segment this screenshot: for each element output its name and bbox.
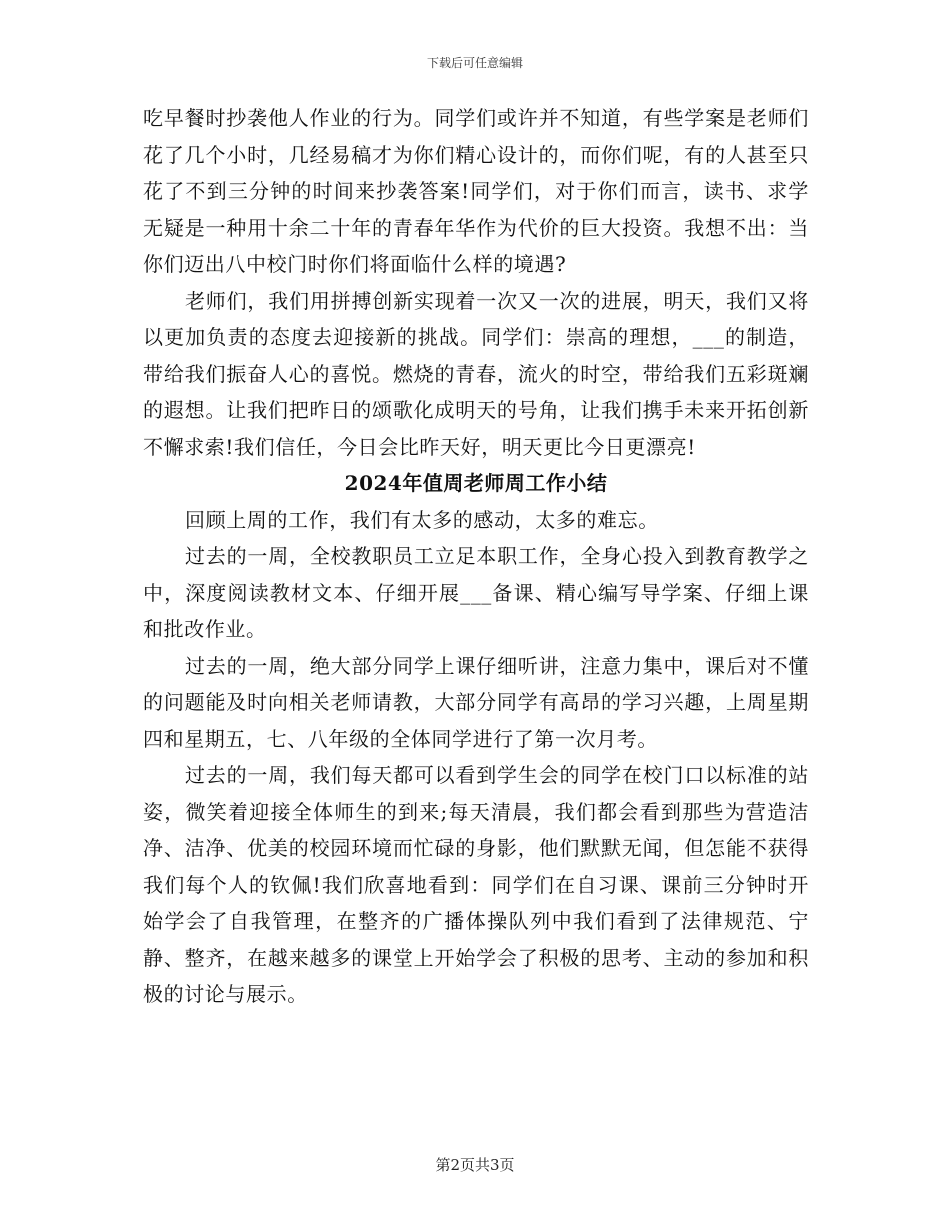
document-body [143,100,809,1013]
paragraph-continued: 吃早餐时抄袭他人作业的行为。同学们或许并不知道，有些学案是老师们花了几个小时，几经易稿才为你们精心设计的，而你们呢，有的人甚至只花了不到三分钟的时间来抄袭答案!同学们，对于你们而言，读书、求学无疑是一种用十余二十年的青春年华作为代价的巨大投资。我想不出：当你们迈出八中校门时你们将面临什么样的境遇? [143,106,809,276]
section-title: 2024年值周老师周工作小结 [344,471,608,495]
paragraph-review: 回顾上周的工作，我们有太多的感动，太多的难忘。 [185,507,659,532]
paragraph-teachers-address: 老师们，我们用拼搏创新实现着一次又一次的进展，明天，我们又将以更加负责的态度去迎接新的挑战。同学们：崇高的理想，___的制造，带给我们振奋人心的喜悦。燃烧的青春，流火的时空，带给我们五彩斑斓的遐想。让我们把昨日的颂歌化成明天的号角，让我们携手未来开拓创新不懈求索!我们信任，今日会比昨天好，明天更比今日更漂亮! [143,288,809,459]
paragraph-students-study: 过去的一周，绝大部分同学上课仔细听讲，注意力集中，课后对不懂的问题能及时向相关老师请教，大部分同学有高昂的学习兴趣，上周星期四和星期五，七、八年级的全体同学进行了第一次月考。 [143,653,809,751]
page-number: 第2页共3页 [435,1156,515,1174]
page-header-note: 下载后可任意编辑 [426,56,523,70]
paragraph-staff-work: 过去的一周，全校教职员工立足本职工作，全身心投入到教育教学之中，深度阅读教材文本、仔细开展___备课、精心编写导学案、仔细上课和批改作业。 [143,544,809,641]
paragraph-student-council: 过去的一周，我们每天都可以看到学生会的同学在校门口以标准的站姿，微笑着迎接全体师生的到来;每天清晨，我们都会看到那些为营造洁净、洁净、优美的校园环境而忙碌的身影，他们默默无闻，但怎能不获得我们每个人的钦佩!我们欣喜地看到：同学们在自习课、课前三分钟时开始学会了自我管理，在整齐的广播体操队列中我们看到了法律规范、宁静、整齐，在越来越多的课堂上开始学会了积极的思考、主动的参加和积极的讨论与展示。 [143,763,809,1006]
